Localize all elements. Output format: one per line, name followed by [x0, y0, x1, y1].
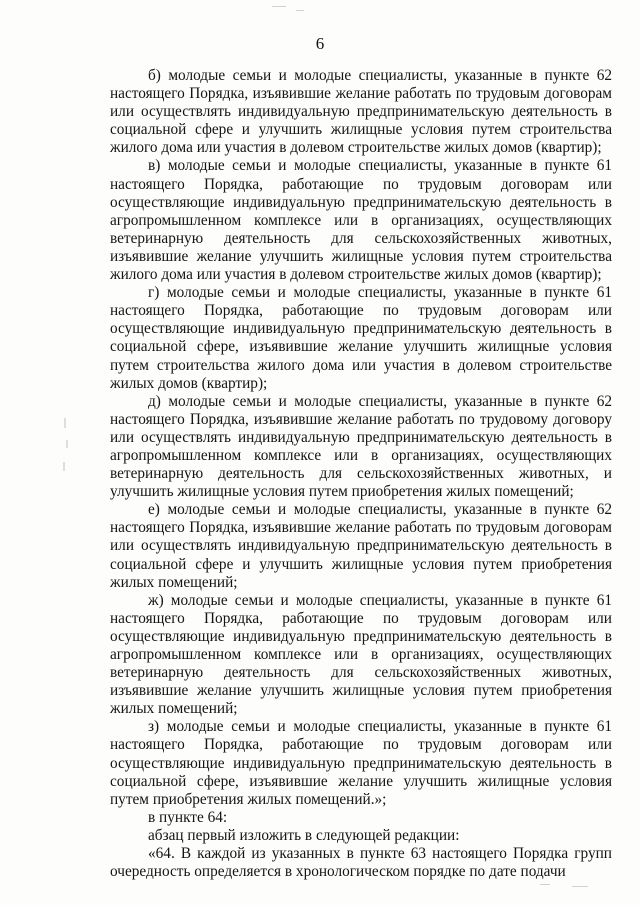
paragraph-first-abzac: абзац первый изложить в следующей редакции:	[148, 826, 460, 844]
paragraph-64-text: «64. В каждой из указанных в пункте 63 настоящего Порядка групп очередность определяется в хронологическом порядке по дате подачи	[110, 845, 612, 881]
paragraph-v: в) молодые семьи и молодые специалисты, указанные в пункте 61 настоящего Порядка, работающие по трудовым договорам или осуществляющие индивидуальную предпринимательскую деятельность в агропромышленном комплексе или в организациях, осуществляющих ветеринарную деятельность для сельскохозяйственных животных, изъявившие желание улучшить жилищные условия путем строительства жилого дома или участия в долевом строительстве жилых домов (квартир);	[110, 157, 612, 284]
scan-artifact	[540, 884, 550, 885]
paragraph-g: г) молодые семьи и молодые специалисты, указанные в пункте 61 настоящего Порядка, работающие по трудовым договорам или осуществляющие индивидуальную предпринимательскую деятельность в социальной сфере, изъявившие желание улучшить жилищные условия путем строительства жилого дома или участия в долевом строительстве жилых домов (квартир);	[110, 284, 612, 392]
paragraph-zh: ж) молодые семьи и молодые специалисты, указанные в пункте 61 настоящего Порядка, работающие по трудовым договорам или осуществляющие индивидуальную предпринимательскую деятельность в агропромышленном комплексе или в организациях, осуществляющих ветеринарную деятельность для сельскохозяйственных животных, изъявившие желание улучшить жилищные условия путем приобретения жилых помещений;	[110, 591, 612, 718]
scan-artifact	[64, 418, 66, 428]
paragraph-z: з) молодые семьи и молодые специалисты, указанные в пункте 61 настоящего Порядка, работающие по трудовым договорам или осуществляющие индивидуальную предпринимательскую деятельность в социальной сфере, изъявившие желание улучшить жилищные условия путем приобретения жилых помещений.»;	[110, 718, 612, 808]
page-number: 6	[315, 34, 325, 53]
scan-artifact	[66, 440, 68, 448]
scan-artifact	[272, 6, 286, 7]
paragraph-point-64: в пункте 64:	[148, 808, 228, 826]
scan-artifact	[296, 10, 304, 11]
paragraph-b: б) молодые семьи и молодые специалисты, указанные в пункте 62 настоящего Порядка, изъявившие желание работать по трудовым договорам или осуществлять индивидуальную предпринимательскую деятельность в социальной сфере и улучшить жилищные условия путем строительства жилого дома или участия в долевом строительстве жилых домов (квартир);	[110, 67, 612, 157]
document-body	[110, 67, 612, 881]
scan-artifact	[572, 886, 588, 887]
scan-artifact	[63, 462, 65, 471]
paragraph-e: е) молодые семьи и молодые специалисты, указанные в пункте 62 настоящего Порядка, изъявившие желание работать по трудовым договорам или осуществлять индивидуальную предпринимательскую деятельность в социальной сфере и улучшить жилищные условия путем приобретения жилых помещений;	[110, 501, 612, 591]
paragraph-d: д) молодые семьи и молодые специалисты, указанные в пункте 62 настоящего Порядка, изъявившие желание работать по трудовому договору или осуществлять индивидуальную предпринимательскую деятельность в агропромышленном комплексе или в организациях, осуществляющих ветеринарную деятельность для сельскохозяйственных животных, и улучшить жилищные условия путем приобретения жилых помещений;	[110, 392, 612, 501]
